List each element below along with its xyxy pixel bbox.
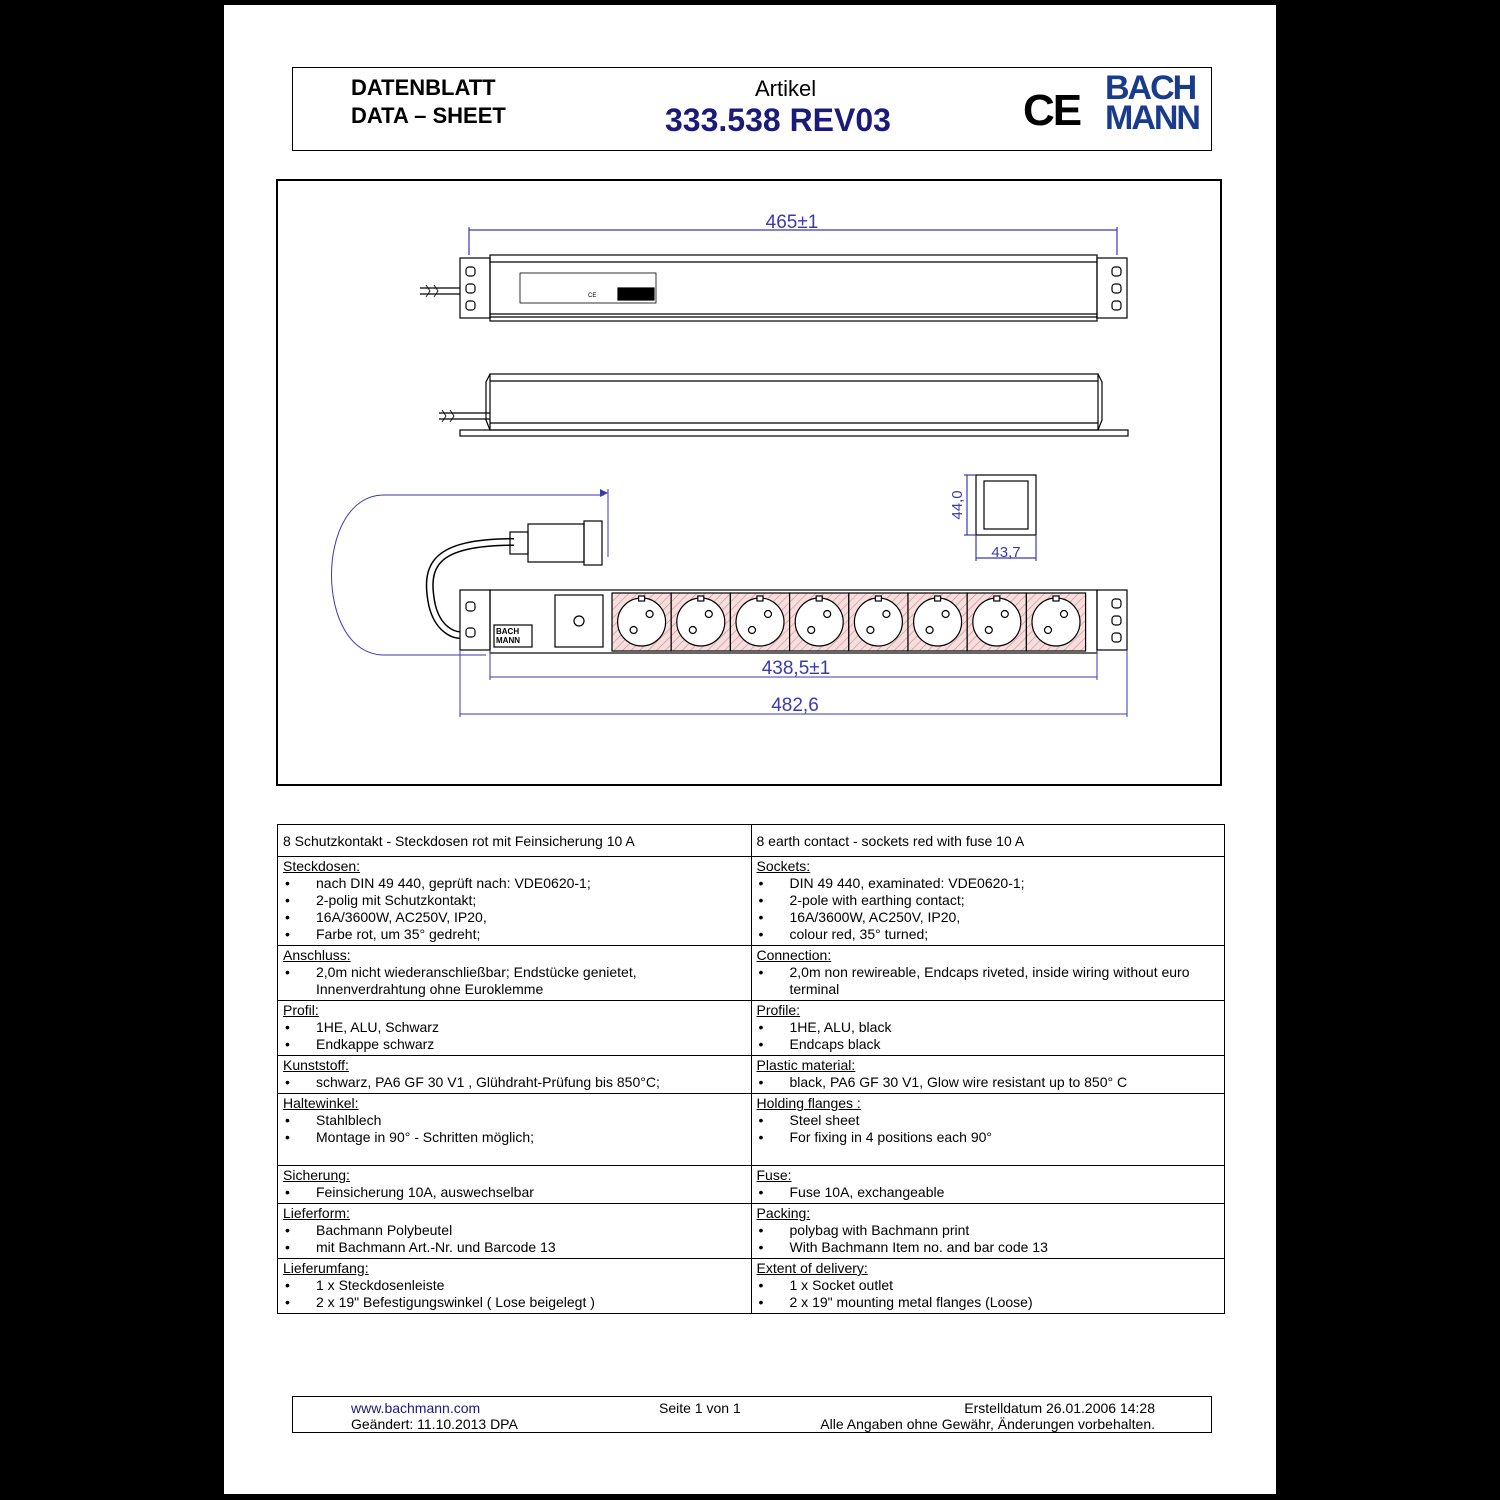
spec-heading-row [278, 825, 1225, 857]
socket-outlet [730, 593, 789, 651]
spec-section-title: Connection: [756, 947, 832, 963]
dim-depth: 43,7 [991, 544, 1021, 561]
spec-item: • 2,0m non rewireable, Endcaps riveted, inside wiring without euro terminal [757, 964, 1221, 998]
spec-section-title: Fuse: [756, 1167, 792, 1183]
spec-item-list [757, 1277, 1221, 1311]
spec-item: • Endcaps black [757, 1036, 1221, 1053]
spec-item-list [283, 1222, 747, 1256]
spec-item: • For fixing in 4 positions each 90° [757, 1129, 1221, 1146]
dim-rack: 482,6 [771, 695, 819, 716]
spec-cell-en [751, 1094, 1225, 1166]
spec-item: • Montage in 90° - Schritten möglich; [283, 1129, 747, 1146]
spec-item-list [757, 1112, 1221, 1146]
spec-row [278, 1056, 1225, 1094]
spec-cell-de [278, 1204, 752, 1259]
artikel-label: Artikel [755, 76, 817, 101]
spec-item-list [283, 1277, 747, 1311]
logo-line-2: MANN [1105, 99, 1199, 137]
spec-section-title: Profile: [756, 1002, 801, 1018]
socket-outlet [967, 593, 1026, 651]
spec-item-list [757, 1222, 1221, 1256]
spec-item: • Stahlblech [283, 1112, 747, 1129]
spec-item-list [757, 1074, 1221, 1091]
spec-section-title: Steckdosen: [283, 858, 361, 874]
title-en: DATA – SHEET [351, 103, 506, 128]
spec-table [277, 824, 1225, 1314]
spec-item: • 16A/3600W, AC250V, IP20, [283, 909, 747, 926]
spec-section-title: Haltewinkel: [283, 1095, 359, 1111]
spec-item: • Feinsicherung 10A, auswechselbar [283, 1184, 747, 1201]
spec-section-title: Kunststoff: [283, 1057, 349, 1073]
spec-item-list [283, 1074, 747, 1091]
spec-row [278, 1166, 1225, 1204]
spec-item: • polybag with Bachmann print [757, 1222, 1221, 1239]
socket-group [612, 593, 1086, 651]
footer-page: Seite 1 von 1 [659, 1400, 741, 1416]
dim-length-total: 465±1 [765, 212, 819, 233]
spec-item: • DIN 49 440, examinated: VDE0620-1; [757, 875, 1221, 892]
spec-section-title: Lieferform: [283, 1205, 350, 1221]
article-number: 333.538 REV03 [665, 102, 891, 138]
side-view [439, 374, 1128, 436]
spec-item: • 2-polig mit Schutzkontakt; [283, 892, 747, 909]
datasheet-page [222, 3, 1278, 1496]
spec-item-list [757, 1184, 1221, 1201]
spec-item: • 2 x 19" Befestigungswinkel ( Lose beigelegt ) [283, 1294, 747, 1311]
spec-cell-en [751, 857, 1225, 946]
footer-created: Erstelldatum 26.01.2006 14:28 [964, 1400, 1155, 1416]
spec-cell-en [751, 946, 1225, 1001]
socket-outlet [849, 593, 908, 651]
spec-row [278, 946, 1225, 1001]
spec-item: • Endkappe schwarz [283, 1036, 747, 1053]
spec-item-list [283, 1019, 747, 1053]
spec-cell-en [751, 1166, 1225, 1204]
spec-item: • Fuse 10A, exchangeable [757, 1184, 1221, 1201]
spec-heading-en: 8 earth contact - sockets red with fuse 10 A [751, 825, 1225, 857]
socket-outlet [790, 593, 849, 651]
spec-section-title: Profil: [283, 1002, 319, 1018]
spec-row [278, 1001, 1225, 1056]
socket-outlet [612, 593, 671, 651]
spec-item: • 1HE, ALU, Schwarz [283, 1019, 747, 1036]
spec-cell-de [278, 857, 752, 946]
spec-item: • 1 x Steckdosenleiste [283, 1277, 747, 1294]
spec-row [278, 1259, 1225, 1314]
spec-cell-de [278, 1259, 752, 1314]
spec-section-title: Extent of delivery: [756, 1260, 868, 1276]
spec-section-title: Packing: [756, 1205, 811, 1221]
spec-item-list [283, 1184, 747, 1201]
spec-section-title: Lieferumfang: [283, 1260, 369, 1276]
spec-section-title: Sockets: [756, 858, 811, 874]
spec-item-list [283, 875, 747, 943]
spec-cell-en [751, 1056, 1225, 1094]
spec-item: • 2,0m nicht wiederanschließbar; Endstücke genietet, Innenverdrahtung ohne Euroklemme [283, 964, 747, 998]
spec-cell-de [278, 1001, 752, 1056]
spec-section-title: Anschluss: [283, 947, 351, 963]
spec-section-title: Plastic material: [756, 1057, 856, 1073]
spec-cell-en [751, 1001, 1225, 1056]
spec-item: • 2-pole with earthing contact; [757, 892, 1221, 909]
footer [292, 1396, 1212, 1433]
spec-cell-de [278, 1166, 752, 1204]
footer-changed: Geändert: 11.10.2013 DPA [351, 1416, 518, 1432]
spec-item: • mit Bachmann Art.-Nr. und Barcode 13 [283, 1239, 747, 1256]
dim-height: 44,0 [949, 490, 966, 520]
spec-item: • nach DIN 49 440, geprüft nach: VDE0620-1; [283, 875, 747, 892]
spec-section-title: Holding flanges : [756, 1095, 861, 1111]
spec-cell-en [751, 1204, 1225, 1259]
front-view [332, 489, 1128, 717]
ce-mark-icon: CE [1023, 86, 1081, 135]
spec-item: • black, PA6 GF 30 V1, Glow wire resistant up to 850° C [757, 1074, 1221, 1091]
spec-cell-de [278, 1056, 752, 1094]
spec-item: • Bachmann Polybeutel [283, 1222, 747, 1239]
spec-item: • With Bachmann Item no. and bar code 13 [757, 1239, 1221, 1256]
footer-disclaimer: Alle Angaben ohne Gewähr, Änderungen vorbehalten. [820, 1416, 1155, 1432]
socket-outlet [671, 593, 730, 651]
spec-item-list [283, 964, 747, 998]
logo-line-1: BACH [1105, 69, 1196, 107]
spec-item-list [283, 1112, 747, 1146]
spec-item: • 2 x 19" mounting metal flanges (Loose) [757, 1294, 1221, 1311]
svg-text:CE: CE [588, 293, 597, 299]
spec-item: • colour red, 35° turned; [757, 926, 1221, 943]
socket-outlet [1026, 593, 1085, 651]
spec-item: • Steel sheet [757, 1112, 1221, 1129]
spec-cell-en [751, 1259, 1225, 1314]
spec-item: • Farbe rot, um 35° gedreht; [283, 926, 747, 943]
spec-item: • schwarz, PA6 GF 30 V1 , Glühdraht-Prüfung bis 850°C; [283, 1074, 747, 1091]
spec-cell-de [278, 946, 752, 1001]
footer-website[interactable]: www.bachmann.com [351, 1400, 481, 1416]
socket-outlet [908, 593, 967, 651]
spec-row [278, 1204, 1225, 1259]
spec-item-list [757, 964, 1221, 998]
spec-item: • 1HE, ALU, black [757, 1019, 1221, 1036]
spec-section-title: Sicherung: [283, 1167, 350, 1183]
spec-cell-de [278, 1094, 752, 1166]
spec-item: • 16A/3600W, AC250V, IP20, [757, 909, 1221, 926]
spec-item-list [757, 875, 1221, 943]
strip-logo-line-2: MANN [496, 636, 520, 645]
top-view [420, 227, 1127, 321]
strip-logo-line-1: BACH [496, 627, 520, 636]
title-de: DATENBLATT [351, 75, 496, 100]
spec-row [278, 857, 1225, 946]
spec-item: • 1 x Socket outlet [757, 1277, 1221, 1294]
spec-heading-de: 8 Schutzkontakt - Steckdosen rot mit Feinsicherung 10 A [278, 825, 752, 857]
dim-inner: 438,5±1 [761, 658, 831, 679]
spec-row [278, 1094, 1225, 1166]
spec-item-list [757, 1019, 1221, 1053]
